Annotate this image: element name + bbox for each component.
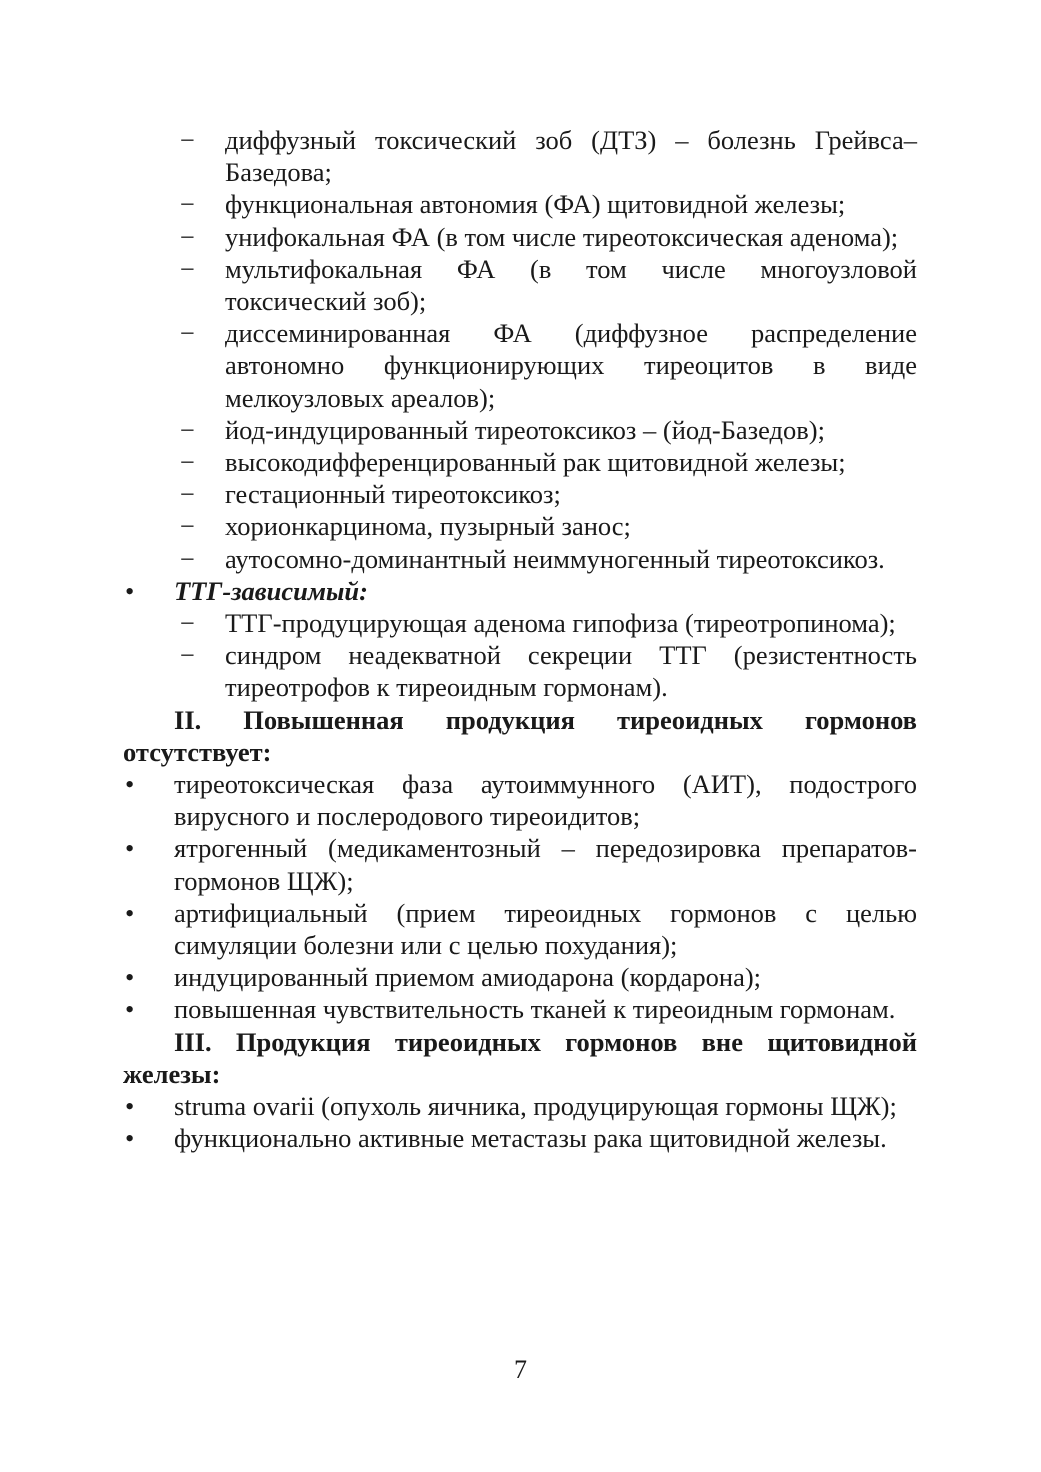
bullet-marker: •: [125, 1123, 135, 1154]
bullet-marker: •: [125, 994, 135, 1025]
list-item: [123, 478, 917, 510]
list-item: [123, 317, 917, 414]
dash-marker: −: [180, 189, 195, 220]
list-item: [123, 961, 917, 993]
list-item: [123, 221, 917, 253]
list-item: [123, 253, 917, 317]
section-heading-2: II. Повышенная продукция тиреоидных гормонов отсутствует:: [123, 704, 917, 767]
dash-marker: −: [180, 608, 195, 639]
bullet-marker: •: [125, 897, 135, 928]
dash-marker: −: [180, 253, 195, 284]
bullet-marker: •: [125, 962, 135, 993]
list-item-text: йод-индуцированный тиреотоксикоз – (йод-Базедов);: [225, 414, 825, 445]
list-item-text: артифициальный (прием тиреоидных гормонов с целью симуляции болезни или с целью похудания);: [174, 897, 917, 961]
bullet-marker: •: [125, 769, 135, 800]
dash-marker: −: [180, 318, 195, 349]
list-item-text: ятрогенный (медикаментозный – передозировка препаратов-гормонов ЩЖ);: [174, 833, 917, 896]
list-item: [123, 1090, 917, 1122]
list-item: [123, 768, 917, 832]
dash-marker: −: [180, 543, 195, 574]
list-item: [123, 993, 917, 1025]
page-number: 7: [514, 1355, 527, 1384]
list-item: [123, 1122, 917, 1154]
list-item: [123, 832, 917, 896]
list-item: [123, 446, 917, 478]
list-item-text: функционально активные метастазы рака щитовидной железы.: [174, 1123, 887, 1154]
list-item-text: синдром неадекватной секреции ТТГ (резистентность тиреотрофов к тиреоидным гормонам).: [225, 640, 917, 703]
dash-marker: −: [180, 125, 195, 155]
list-item: [123, 639, 917, 703]
list-item-text: гестационный тиреотоксикоз;: [225, 479, 561, 510]
list-item: [123, 543, 917, 575]
list-item-text: высокодифференцированный рак щитовидной железы;: [225, 447, 846, 478]
list-item-text: struma ovarii (опухоль яичника, продуцирующая гормоны ЩЖ);: [174, 1091, 897, 1122]
page-content: [123, 124, 917, 1155]
dash-marker: −: [180, 479, 195, 510]
list-item-text: функциональная автономия (ФА) щитовидной железы;: [225, 189, 846, 220]
list-item: [123, 414, 917, 446]
list-item: [123, 607, 917, 639]
dash-marker: −: [180, 447, 195, 478]
bullet-marker: •: [125, 1091, 135, 1122]
list-item-text: повышенная чувствительность тканей к тиреоидным гормонам.: [174, 994, 896, 1025]
list-item: [123, 510, 917, 542]
list-item-text: аутосомно-доминантный неиммуногенный тиреотоксикоз.: [225, 543, 885, 574]
list-item-text: ТТГ-продуцирующая аденома гипофиза (тиреотропинома);: [225, 608, 896, 639]
dash-marker: −: [180, 511, 195, 542]
list-item-text: диффузный токсический зоб (ДТЗ) – болезнь Грейвса–Базедова;: [225, 125, 917, 188]
list-item: [123, 897, 917, 961]
section-heading-3: III. Продукция тиреоидных гормонов вне щитовидной железы:: [123, 1026, 917, 1089]
bullet-marker: •: [125, 833, 135, 864]
list-item-text: тиреотоксическая фаза аутоиммунного (АИТ), подострого вирусного и послеродового тиреоидитов;: [174, 769, 917, 832]
list-item-text: индуцированный приемом амиодарона (кордарона);: [174, 962, 762, 993]
list-item: [123, 124, 917, 188]
list-item-text: унифокальная ФА (в том числе тиреотоксическая аденома);: [225, 221, 899, 252]
list-item: [123, 188, 917, 220]
subheading-tsh-dependent: [123, 575, 917, 607]
list-item-text: мультифокальная ФА (в том числе многоузловой токсический зоб);: [225, 253, 917, 317]
dash-marker: −: [180, 221, 195, 252]
list-item-text: хорионкарцинома, пузырный занос;: [225, 511, 631, 542]
dash-marker: −: [180, 640, 195, 671]
subheading-text: ТТГ-зависимый:: [174, 575, 368, 606]
list-item-text: диссеминированная ФА (диффузное распределение автономно функционирующих тиреоцитов в виде мелкоузловых ареалов);: [225, 318, 917, 413]
dash-marker: −: [180, 414, 195, 445]
bullet-marker: •: [125, 575, 135, 606]
